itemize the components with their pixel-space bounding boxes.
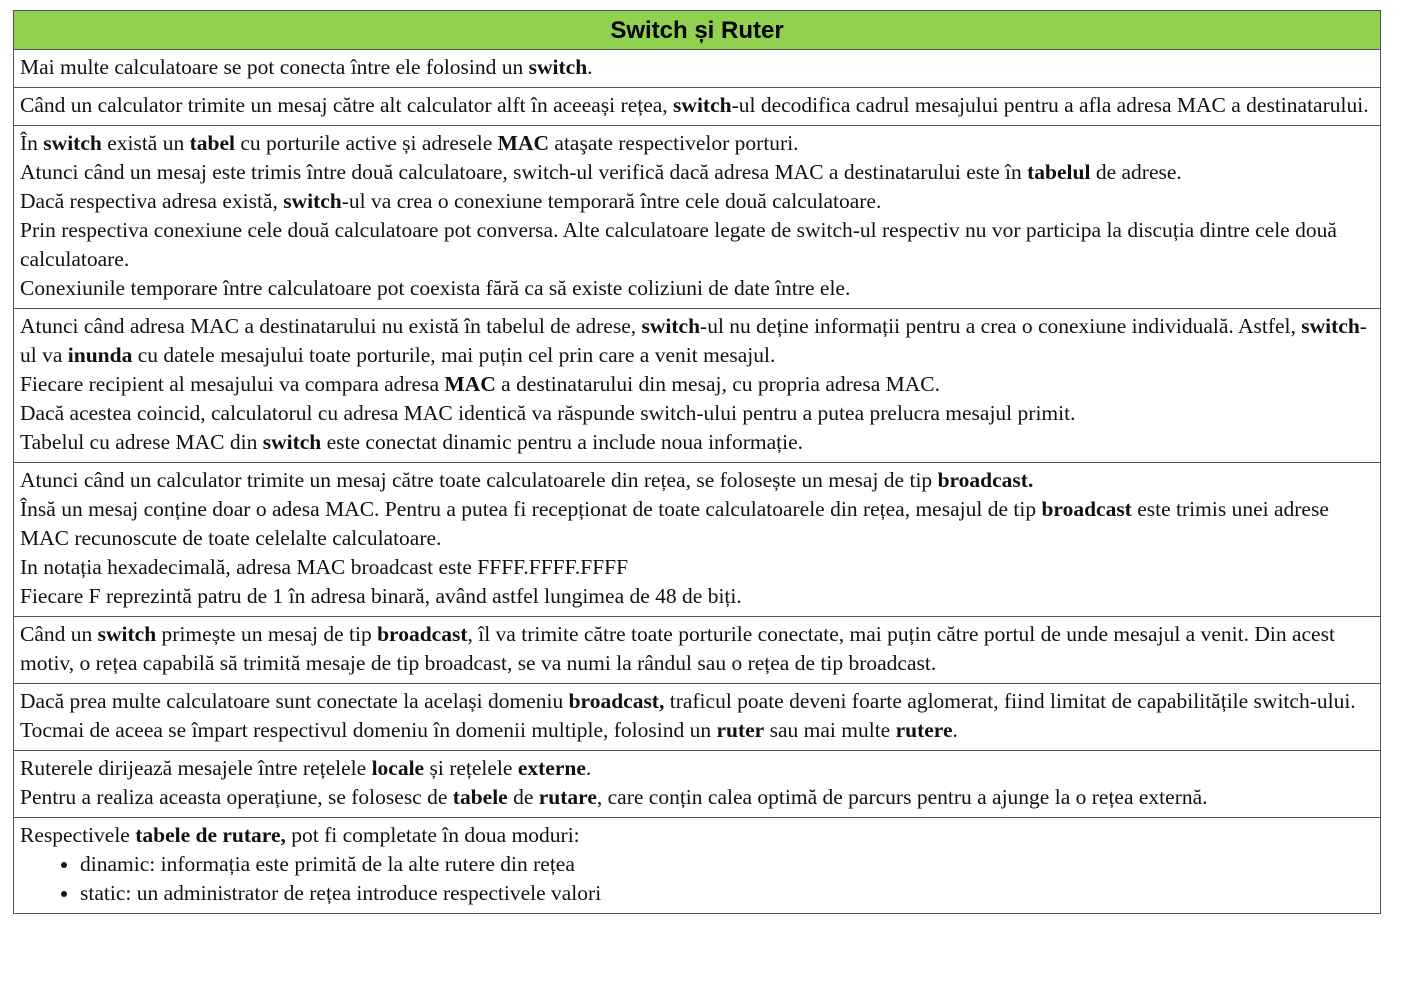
bold-term: ruter [716, 718, 765, 742]
text-segment: În [20, 131, 44, 155]
bold-term: inunda [67, 343, 133, 367]
table-cell [14, 309, 1381, 463]
table-row [14, 88, 1381, 126]
text-segment: este conectat dinamic pentru a include noua informație. [321, 430, 804, 454]
text-segment: Dacă respectiva adresa există, [20, 189, 284, 213]
text-segment: Însă un mesaj conține doar o adesa MAC. Pentru a putea fi recepționat de toate calculatoarele din rețea, mesajul de tip [20, 497, 1042, 521]
header-row [14, 11, 1381, 50]
text-segment: . [587, 55, 593, 79]
text-segment: este trimis unei adrese MAC recunoscute de toate celelalte calculatoare. [20, 497, 1329, 550]
text-segment: Când un calculator trimite un mesaj către alt calculator alft în aceeași rețea, [20, 93, 674, 117]
paragraph-line [20, 754, 1374, 783]
bold-term: broadcast, [568, 689, 665, 713]
bullet-list [20, 850, 1374, 908]
bold-term: externe [517, 756, 586, 780]
text-segment: a destinatarului din mesaj, cu propria adresa MAC. [495, 372, 940, 396]
bold-term: MAC [497, 131, 550, 155]
paragraph-line [20, 187, 1374, 216]
bullet-item: • static: un administrator de rețea introduce respectivele valori [80, 879, 1374, 908]
paragraph-line [20, 216, 1374, 274]
bold-term: switch [1301, 314, 1360, 338]
paragraph-line [20, 312, 1374, 370]
table-row [14, 309, 1381, 463]
text-segment: -ul va crea o conexiune temporară între cele două calculatoare. [341, 189, 882, 213]
text-segment: Fiecare recipient al mesajului va compara adresa [20, 372, 445, 396]
text-segment: de [507, 785, 539, 809]
text-segment: de adrese. [1090, 160, 1182, 184]
table-row [14, 617, 1381, 684]
text-segment: traficul poate deveni foarte aglomerat, fiind limitat de capabilitățile switch-ului. Tocmai de aceea se împart respectivul domeniu în domenii multiple, folosind un [20, 689, 1356, 742]
text-segment: . [585, 756, 592, 780]
text-segment: Dacă acestea coincid, calculatorul cu adresa MAC identică va răspunde switch-ului pentru a putea prelucra mesajul primit. [20, 401, 1076, 425]
text-segment: pot fi completate în doua moduri: [285, 823, 580, 847]
table-body [14, 50, 1381, 914]
text-segment: , îl va trimite către toate porturile conectate, mai puțin către portul de unde mesajul a venit. Din acest motiv, o rețea capabilă să trimită mesaje de tip broadcast, se va numi la rândul sau o rețea de tip broadcast. [20, 622, 1335, 675]
bold-term: switch [97, 622, 157, 646]
table-row [14, 684, 1381, 751]
text-segment: , care conțin calea optimă de parcurs pentru a ajunge la o rețea externă. [596, 785, 1208, 809]
table-row [14, 751, 1381, 818]
text-segment: cu porturile active și adresele [235, 131, 498, 155]
text-segment: sau mai multe [764, 718, 896, 742]
paragraph-line [20, 274, 1374, 303]
paragraph-line [20, 428, 1374, 457]
paragraph-line [20, 91, 1374, 120]
table-cell [14, 617, 1381, 684]
text-segment: primește un mesaj de tip [156, 622, 378, 646]
table-cell [14, 88, 1381, 126]
bullet-item: • dinamic: informația este primită de la alte rutere din rețea [80, 850, 1374, 879]
bold-term: switch [528, 55, 588, 79]
table-cell [14, 126, 1381, 309]
bold-term: switch [641, 314, 701, 338]
text-segment: Prin respectiva conexiune cele două calculatoare pot conversa. Alte calculatoare legate de switch-ul respectiv nu vor participa la discuția dintre cele două calculatoare. [20, 218, 1337, 271]
paragraph-line [20, 466, 1374, 495]
text-segment: In notația hexadecimală, adresa MAC broadcast este FFFF.FFFF.FFFF [20, 555, 629, 579]
text-segment: Tabelul cu adrese MAC din [20, 430, 263, 454]
table-row [14, 818, 1381, 914]
paragraph-line [20, 620, 1374, 678]
paragraph-line [20, 370, 1374, 399]
paragraph-line [20, 158, 1374, 187]
table-cell [14, 463, 1381, 617]
paragraph-line [20, 553, 1374, 582]
bold-term: MAC [444, 372, 496, 396]
table-cell [14, 50, 1381, 88]
text-segment: . [952, 718, 958, 742]
paragraph-line [20, 399, 1374, 428]
paragraph-line [20, 129, 1374, 158]
bold-term: tabele [452, 785, 508, 809]
text-segment: Atunci când un calculator trimite un mesaj către toate calculatoarele din rețea, se folosește un mesaj de tip [20, 468, 938, 492]
document-table [13, 10, 1381, 914]
bold-term: switch [43, 131, 102, 155]
bold-term: tabelul [1027, 160, 1091, 184]
paragraph-line [20, 821, 1374, 850]
text-segment: -ul decodifica cadrul mesajului pentru a afla adresa MAC a destinatarului. [731, 93, 1369, 117]
bold-term: rutere [895, 718, 953, 742]
bold-term: rutare [538, 785, 597, 809]
bold-term: tabel [189, 131, 235, 155]
table-cell [14, 751, 1381, 818]
text-segment: Mai multe calculatoare se pot conecta între ele folosind un [20, 55, 529, 79]
text-segment: Conexiunile temporare între calculatoare pot coexista fără ca să existe coliziuni de date între ele. [20, 276, 851, 300]
page-title: Switch și Ruter [14, 11, 1381, 50]
text-segment: Ruterele dirijează mesajele între rețelele [20, 756, 372, 780]
text-segment: ataşate respectivelor porturi. [549, 131, 799, 155]
paragraph-line [20, 53, 1374, 82]
bold-term: locale [371, 756, 425, 780]
text-segment: Dacă prea multe calculatoare sunt conectate la același domeniu [20, 689, 569, 713]
paragraph-line [20, 582, 1374, 611]
bold-term: switch [673, 93, 732, 117]
bold-term: broadcast [1041, 497, 1132, 521]
text-segment: Pentru a realiza aceasta operațiune, se folosesc de [20, 785, 453, 809]
paragraph-line [20, 783, 1374, 812]
text-segment: Atunci când adresa MAC a destinatarului nu există în tabelul de adrese, [20, 314, 642, 338]
table-row [14, 463, 1381, 617]
text-segment: Respectivele [20, 823, 136, 847]
text-segment: -ul nu deține informații pentru a crea o conexiune individuală. Astfel, [700, 314, 1302, 338]
bold-term: broadcast. [937, 468, 1034, 492]
text-segment: există un [101, 131, 190, 155]
table-cell [14, 684, 1381, 751]
paragraph-line [20, 687, 1374, 745]
bold-term: tabele de rutare, [135, 823, 286, 847]
paragraph-line [20, 495, 1374, 553]
text-segment: Fiecare F reprezintă patru de 1 în adresa binară, având astfel lungimea de 48 de biți. [20, 584, 742, 608]
text-segment: -ul va [20, 314, 1367, 367]
bold-term: broadcast [377, 622, 468, 646]
table-row [14, 126, 1381, 309]
text-segment: și rețelele [424, 756, 518, 780]
bold-term: switch [283, 189, 342, 213]
text-segment: Atunci când un mesaj este trimis între două calculatoare, switch-ul verifică dacă adresa MAC a destinatarului este în [20, 160, 1028, 184]
text-segment: Când un [20, 622, 98, 646]
table-cell [14, 818, 1381, 914]
bold-term: switch [262, 430, 322, 454]
text-segment: cu datele mesajului toate porturile, mai puțin cel prin care a venit mesajul. [132, 343, 776, 367]
table-row [14, 50, 1381, 88]
